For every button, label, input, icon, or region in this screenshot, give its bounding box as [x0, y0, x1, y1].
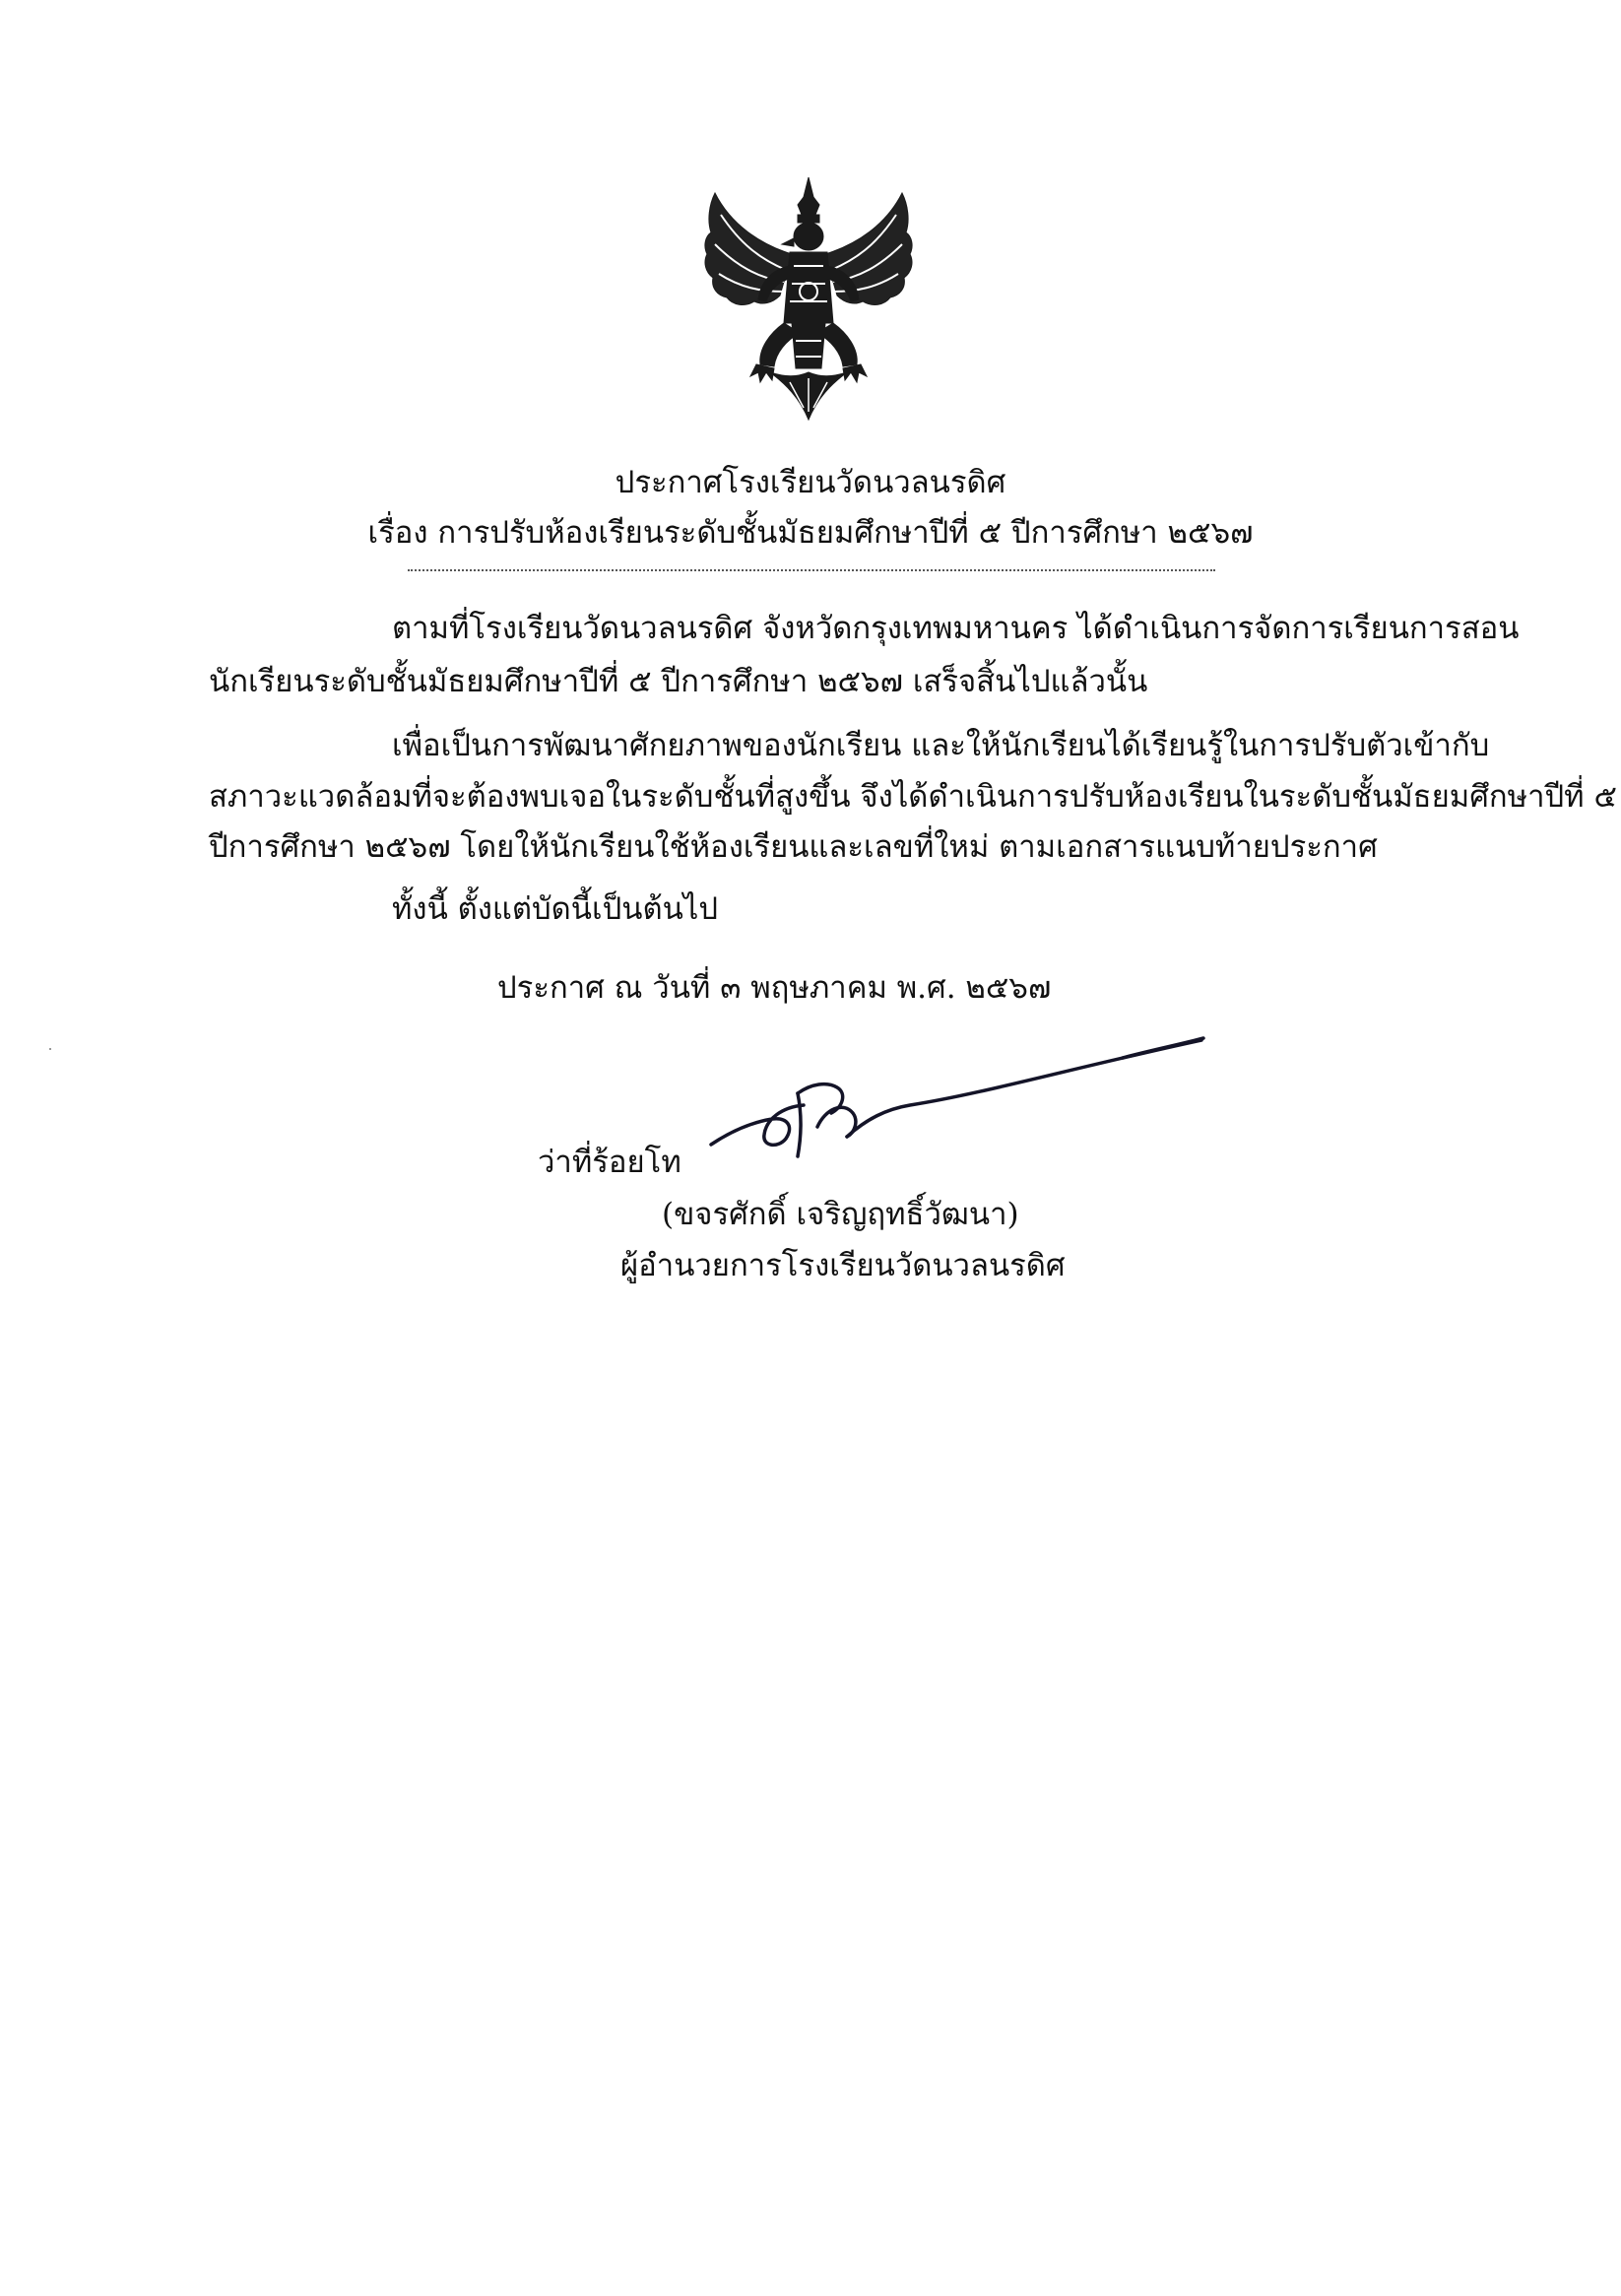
paragraph-2-line-2: สภาวะแวดล้อมที่จะต้องพบเจอในระดับชั้นที่สูงขึ้น จึงได้ดำเนินการปรับห้องเรียนในระดับชั้นมัธยมศึกษาปีที่ ๕: [209, 779, 1617, 815]
paragraph-2-line-1: เพื่อเป็นการพัฒนาศักยภาพของนักเรียน และให้นักเรียนได้เรียนรู้ในการปรับตัวเข้ากับ: [392, 728, 1490, 763]
paragraph-3: ทั้งนี้ ตั้งแต่บัดนี้เป็นต้นไป: [392, 891, 719, 927]
paragraph-1-line-2: นักเรียนระดับชั้นมัธยมศึกษาปีที่ ๕ ปีการศึกษา ๒๕๖๗ เสร็จสิ้นไปแล้วนั้น: [209, 664, 1148, 699]
signatory-position: ผู้อำนวยการโรงเรียนวัดนวลนรดิศ: [620, 1248, 1066, 1283]
announcement-title: ประกาศโรงเรียนวัดนวลนรดิศ: [615, 465, 1006, 500]
paragraph-2-line-3: ปีการศึกษา ๒๕๖๗ โดยให้นักเรียนใช้ห้องเรียนและเลขที่ใหม่ ตามเอกสารแนบท้ายประกาศ: [209, 829, 1378, 865]
scan-speck: [49, 1048, 51, 1050]
signatory-rank: ว่าที่ร้อยโท: [538, 1145, 681, 1180]
signatory-name: (ขจรศักดิ์ เจริญฤทธิ์วัฒนา): [662, 1197, 1019, 1232]
paragraph-1-line-1: ตามที่โรงเรียนวัดนวลนรดิศ จังหวัดกรุงเทพมหานคร ได้ดำเนินการจัดการเรียนการสอน: [392, 611, 1520, 646]
dotted-divider: [408, 569, 1215, 571]
announcement-date: ประกาศ ณ วันที่ ๓ พฤษภาคม พ.ศ. ๒๕๖๗: [497, 970, 1052, 1006]
handwritten-signature: [699, 1024, 1211, 1172]
garuda-emblem: [701, 175, 916, 422]
announcement-subject: เรื่อง การปรับห้องเรียนระดับชั้นมัธยมศึกษาปีที่ ๕ ปีการศึกษา ๒๕๖๗: [367, 515, 1254, 551]
